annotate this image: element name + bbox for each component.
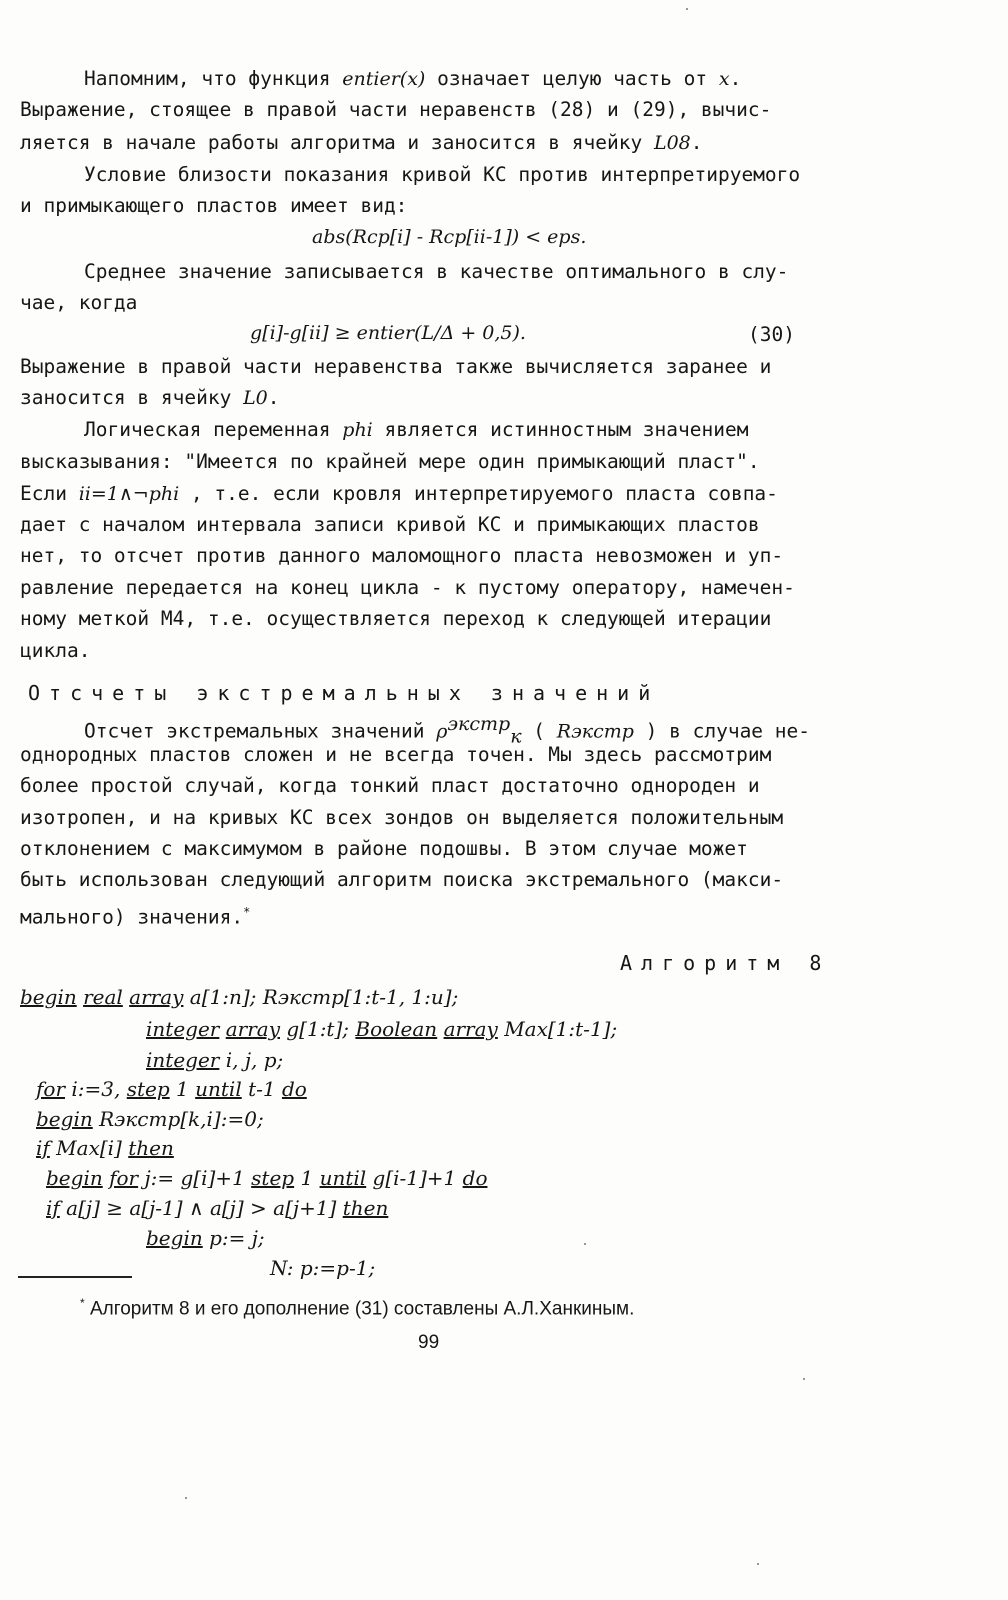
text-line: отклонением с максимумом в районе подошвы. В этом случае может: [20, 837, 748, 860]
algo-line: [20, 982, 458, 1012]
text-line: [84, 64, 741, 94]
handwritten-term: phi: [342, 419, 373, 441]
code-span: i, j, p;: [219, 1048, 284, 1072]
text-line: [20, 897, 250, 933]
algo-line: [146, 1014, 617, 1044]
text-span: , т.е. если кровля интерпретируемого пласта совпа-: [179, 482, 778, 505]
algo-line: [46, 1163, 487, 1193]
text-span: .: [729, 67, 742, 90]
algorithm-title: Алгоритм 8: [620, 951, 831, 975]
text-span: означает целую часть от: [425, 67, 719, 90]
text-line: Выражение в правой части неравенства также вычисляется заранее и: [20, 355, 772, 378]
keyword: for: [109, 1166, 139, 1190]
footnote-rule: [18, 1276, 132, 1278]
footnote-marker: *: [243, 905, 251, 919]
footnote-text: Алгоритм 8 и его дополнение (31) составлены А.Л.Ханкиным.: [84, 1298, 635, 1320]
keyword: if: [46, 1196, 60, 1220]
keyword: step: [251, 1166, 295, 1190]
algo-line: [36, 1104, 264, 1134]
handwritten-term: ii=1∧¬phi: [78, 483, 180, 505]
algo-line: N: p:=p-1;: [270, 1256, 376, 1280]
text-line: Выражение, стоящее в правой части неравенств (28) и (29), вычис-: [20, 98, 772, 121]
handwritten-term: x: [718, 68, 730, 90]
text-line: Условие близости показания кривой КС против интерпретируемого: [84, 163, 801, 186]
text-line: и примыкающего пластов имеет вид:: [20, 194, 408, 217]
subscript: к: [510, 725, 522, 748]
keyword: then: [342, 1196, 389, 1220]
code-span: a[j] ≥ a[j-1] ∧ a[j] > a[j+1]: [59, 1196, 343, 1220]
handwritten-term: L08: [653, 132, 691, 154]
code-span: p:= j;: [202, 1226, 265, 1250]
handwritten-term: Rэкстр: [556, 720, 634, 743]
text-line: дает с началом интервала записи кривой КС и примыкающих пластов: [20, 513, 760, 536]
text-span: ) в случае не-: [633, 719, 811, 743]
text-line: высказывания: "Имеется по крайней мере один примыкающий пласт".: [20, 450, 760, 473]
section-heading: Отсчеты экстремальных значений: [28, 681, 660, 705]
text-span: Если: [20, 482, 79, 505]
text-span: Отсчет экстремальных значений: [84, 719, 437, 743]
scan-speck: [584, 1243, 586, 1245]
text-line: более простой случай, когда тонкий пласт достаточно однороден и: [20, 774, 760, 797]
keyword: for: [36, 1077, 66, 1101]
keyword: then: [128, 1136, 174, 1160]
code-span: g[1:t];: [280, 1017, 356, 1041]
keyword: array: [225, 1017, 280, 1041]
text-line: [20, 479, 778, 509]
text-line: однородных пластов сложен и не всегда точен. Мы здесь рассмотрим: [20, 743, 772, 766]
text-span: заносится в ячейку: [20, 386, 244, 409]
keyword: integer: [146, 1017, 220, 1041]
algo-line: [36, 1074, 307, 1104]
keyword: step: [126, 1077, 170, 1101]
keyword: if: [36, 1136, 50, 1160]
text-line: чае, когда: [20, 291, 138, 314]
code-span: 1: [294, 1166, 320, 1190]
keyword: Boolean: [355, 1017, 438, 1041]
text-span: .: [690, 131, 703, 154]
text-span: мального) значения.: [20, 905, 244, 929]
code-span: j:= g[i]+1: [138, 1166, 252, 1190]
code-span: a[1:n]; Rэкстр[1:t-1, 1:u];: [183, 985, 459, 1009]
text-line: ному меткой М4, т.е. осуществляется переход к следующей итерации: [20, 607, 772, 630]
code-span: g[i-1]+1: [366, 1166, 463, 1190]
rho-symbol: ρ: [436, 720, 448, 743]
algo-line: [146, 1045, 283, 1075]
page-number: 99: [418, 1332, 440, 1353]
code-span: Max[1:t-1];: [497, 1017, 618, 1041]
keyword: until: [319, 1166, 367, 1190]
scan-speck: [185, 1497, 187, 1499]
keyword: real: [83, 985, 123, 1009]
algo-line: [46, 1193, 388, 1223]
text-line: изотропен, и на кривых КС всех зондов он выделяется положительным: [20, 806, 784, 829]
scan-speck: [803, 1378, 805, 1380]
scan-speck: [757, 1563, 759, 1565]
text-line: быть использован следующий алгоритм поиска экстремального (макси-: [20, 868, 784, 891]
text-span: ляется в начале работы алгоритма и заносится в ячейку: [20, 131, 654, 154]
keyword: until: [195, 1077, 242, 1101]
text-line: [84, 415, 748, 445]
footnote-marker: *: [80, 1296, 85, 1310]
keyword: integer: [146, 1048, 220, 1072]
scan-speck: [686, 8, 688, 10]
text-line: цикла.: [20, 639, 91, 662]
keyword: begin: [20, 985, 77, 1009]
text-span: Логическая переменная: [84, 418, 343, 441]
equation-number: (30): [748, 323, 795, 346]
keyword: begin: [46, 1166, 103, 1190]
keyword: do: [462, 1166, 488, 1190]
text-line: [20, 383, 280, 413]
text-line: Среднее значение записывается в качестве оптимального в слу-: [84, 260, 789, 283]
algo-line: [36, 1133, 174, 1163]
formula-30: g[i]-g[ii] ≥ entier(L/Δ + 0,5).: [250, 322, 526, 344]
algo-line: [146, 1223, 265, 1253]
superscript: экстр: [447, 713, 511, 735]
code-span: Max[i]: [49, 1136, 129, 1160]
code-span: Rэкстр[k,i]:=0;: [92, 1107, 264, 1131]
keyword: array: [129, 985, 184, 1009]
handwritten-term: L0: [243, 387, 268, 409]
keyword: begin: [146, 1226, 203, 1250]
formula-abs: abs(Rср[i] - Rср[ii-1]) < eps.: [312, 226, 587, 248]
code-span: i:=3,: [65, 1077, 127, 1101]
keyword: array: [443, 1017, 498, 1041]
text-line: нет, то отсчет против данного маломощного пласта невозможен и уп-: [20, 544, 784, 567]
text-span: Напомним, что функция: [84, 67, 343, 90]
keyword: begin: [36, 1107, 93, 1131]
text-line: [20, 128, 703, 158]
keyword: do: [281, 1077, 307, 1101]
code-span: t-1: [241, 1077, 282, 1101]
text-span: (: [521, 719, 557, 743]
footnote: [80, 1288, 634, 1324]
text-span: .: [267, 386, 280, 409]
text-span: является истинностным значением: [372, 418, 749, 441]
handwritten-term: entier(x): [342, 68, 426, 90]
code-span: 1: [169, 1077, 196, 1101]
text-line: равление передается на конец цикла - к пустому оператору, намечен-: [20, 576, 795, 599]
